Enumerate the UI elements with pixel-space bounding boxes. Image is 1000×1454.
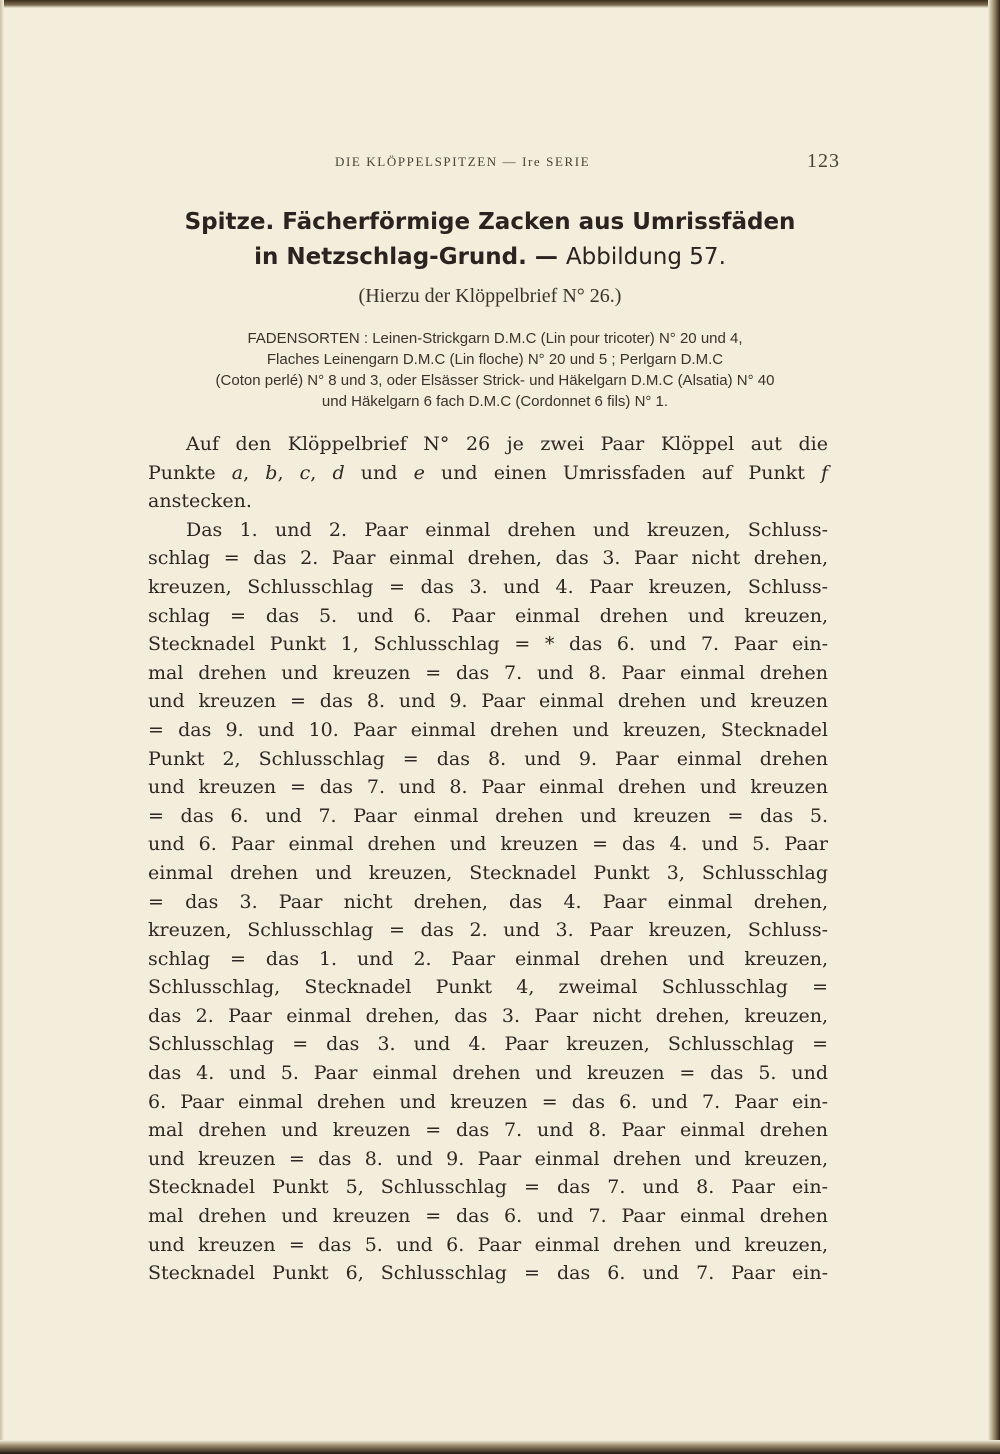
paragraph-2-line: das 2. Paar einmal drehen, das 3. Paar nicht drehen, kreuzen,: [148, 1004, 828, 1027]
point-label: f: [820, 461, 829, 484]
paragraph-2-line: und 6. Paar einmal drehen und kreuzen = das 4. und 5. Paar: [148, 833, 828, 856]
point-label: b: [265, 461, 278, 484]
paragraph-2-line: mal drehen und kreuzen = das 7. und 8. Paar einmal drehen: [148, 1119, 828, 1142]
paragraph-2-line: 6. Paar einmal drehen und kreuzen = das 6. und 7. Paar ein-: [148, 1090, 828, 1113]
page-bottom-edge: [0, 1440, 1000, 1454]
paragraph-2-line: Stecknadel Punkt 5, Schlusschlag = das 7. und 8. Paar ein-: [148, 1176, 828, 1199]
text-run: und: [360, 461, 398, 484]
paragraph-2-line: und kreuzen = das 8. und 9. Paar einmal drehen und kreuzen: [148, 690, 828, 713]
page-number: 123: [807, 150, 840, 172]
materials-line: Flaches Leinengarn D.M.C (Lin floche) N° 20 und 5 ; Perlgarn D.M.C: [266, 351, 724, 368]
materials-line: FADENSORTEN : Leinen-Strickgarn D.M.C (Lin pour tricoter) N° 20 und 4,: [247, 330, 743, 347]
paragraph-2-line: das 4. und 5. Paar einmal drehen und kreuzen = das 5. und: [148, 1062, 828, 1085]
text-run: Punkte: [148, 461, 216, 484]
paragraph-2-line: einmal drehen und kreuzen, Stecknadel Punkt 3, Schlusschlag: [148, 861, 828, 884]
paragraph-1-line: Punkte a, b, c, d und e und einen Umrissfaden auf Punkt f: [148, 461, 829, 484]
paragraph-2-line: Schlusschlag, Stecknadel Punkt 4, zweimal Schlusschlag =: [148, 976, 828, 999]
thread-materials: [150, 328, 840, 412]
paragraph-2-line: kreuzen, Schlusschlag = das 3. und 4. Paar kreuzen, Schluss-: [148, 575, 828, 598]
paragraph-2-line: Stecknadel Punkt 1, Schlusschlag = * das 6. und 7. Paar ein-: [148, 633, 828, 656]
point-label: c: [299, 461, 311, 484]
paragraph-2-line: Punkt 2, Schlusschlag = das 8. und 9. Paar einmal drehen: [148, 747, 828, 770]
paragraph-2-line: = das 6. und 7. Paar einmal drehen und kreuzen = das 5.: [148, 804, 828, 827]
paragraph-2-line: mal drehen und kreuzen = das 7. und 8. Paar einmal drehen: [148, 661, 828, 684]
heading-line-2-main: in Netzschlag-Grund. —: [254, 244, 558, 270]
paragraph-2-line: = das 3. Paar nicht drehen, das 4. Paar einmal drehen,: [148, 890, 828, 913]
point-label: e: [413, 461, 425, 484]
point-label: d: [332, 461, 345, 484]
point-label: a: [231, 461, 244, 484]
running-head-title: DIE KLÖPPELSPITZEN — Ire SERIE: [335, 154, 591, 169]
paragraph-2-line: schlag = das 2. Paar einmal drehen, das 3. Paar nicht drehen,: [148, 547, 828, 570]
figure-reference: Abbildung 57.: [565, 244, 726, 270]
paragraph-2-line: = das 9. und 10. Paar einmal drehen und kreuzen, Stecknadel: [148, 718, 828, 741]
subtitle: (Hierzu der Klöppelbrief N° 26.): [358, 285, 622, 307]
paragraph-2-line: mal drehen und kreuzen = das 6. und 7. Paar einmal drehen: [148, 1205, 828, 1228]
paragraph-1-line: anstecken.: [148, 490, 252, 513]
instructions-text: [148, 430, 828, 1288]
paragraph-2-line: kreuzen, Schlusschlag = das 2. und 3. Paar kreuzen, Schluss-: [148, 919, 828, 942]
page-left-edge: [0, 0, 4, 1454]
paragraph-2-line: und kreuzen = das 7. und 8. Paar einmal drehen und kreuzen: [148, 776, 828, 799]
paragraph-2-line: schlag = das 5. und 6. Paar einmal drehen und kreuzen,: [148, 604, 828, 627]
heading-line-2: [150, 240, 830, 275]
page-right-edge: [988, 0, 1000, 1454]
running-head: [150, 150, 840, 176]
paragraph-2-line: Schlusschlag = das 3. und 4. Paar kreuzen, Schlusschlag =: [148, 1033, 828, 1056]
text-run: und einen Umrissfaden auf Punkt: [440, 461, 805, 484]
paragraph-2-line: Stecknadel Punkt 6, Schlusschlag = das 6. und 7. Paar ein-: [148, 1262, 828, 1285]
paragraph-2-line: Das 1. und 2. Paar einmal drehen und kreuzen, Schluss-: [186, 518, 828, 541]
paragraph-1-line: Auf den Klöppelbrief N° 26 je zwei Paar Klöppel aut die: [186, 433, 828, 455]
page-top-edge: [0, 0, 1000, 8]
materials-line: (Coton perlé) N° 8 und 3, oder Elsässer Strick- und Häkelgarn D.M.C (Alsatia) N° 40: [215, 372, 775, 389]
paragraph-2-line: und kreuzen = das 5. und 6. Paar einmal drehen und kreuzen,: [148, 1233, 828, 1256]
paragraph-2-line: schlag = das 1. und 2. Paar einmal drehen und kreuzen,: [148, 947, 828, 970]
materials-line: und Häkelgarn 6 fach D.M.C (Cordonnet 6 fils) N° 1.: [321, 393, 669, 410]
heading-line-1: Spitze. Fächerförmige Zacken aus Umrissfäden: [184, 209, 796, 235]
paragraph-2-line: und kreuzen = das 8. und 9. Paar einmal drehen und kreuzen,: [148, 1147, 828, 1170]
section-heading: [150, 205, 830, 275]
